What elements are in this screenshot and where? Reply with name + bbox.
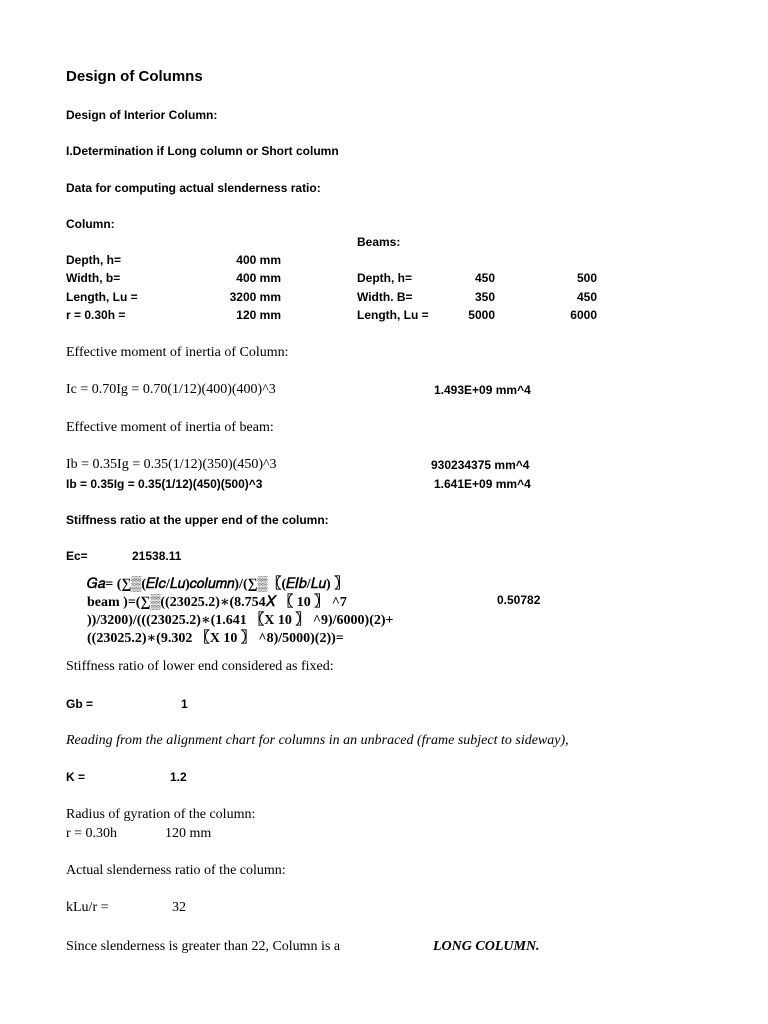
- column-r-label: r = 0.30h =: [66, 308, 126, 322]
- ga-formula-line-4: ((23025.2)∗(9.302 〖X 10 〗 ^8)/5000)(2))=: [87, 631, 344, 646]
- ga-formula-line-3: ))/3200)/(((23025.2)∗(1.641 〖X 10 〗 ^9)/6000)(2)+: [87, 613, 394, 628]
- page-title: Design of Columns: [66, 68, 203, 85]
- section-heading: I.Determination if Long column or Short column: [66, 144, 339, 158]
- beams-label: Beams:: [357, 235, 401, 249]
- beam-width-label: Width. B=: [357, 290, 413, 304]
- ic-heading: Effective moment of inertia of Column:: [66, 345, 289, 360]
- stiffness-lower-heading: Stiffness ratio of lower end considered as fixed:: [66, 659, 334, 674]
- column-width-value: 400 mm: [236, 271, 281, 285]
- k-label: K =: [66, 770, 86, 784]
- klu-value: 32: [172, 900, 186, 915]
- gb-value: 1: [181, 697, 188, 711]
- column-depth-value: 400 mm: [236, 253, 281, 267]
- reading-text: Reading from the alignment chart for columns in an unbraced (frame subject to sideway),: [66, 733, 569, 748]
- beam-length-value-2: 6000: [570, 308, 597, 322]
- column-r-value: 120 mm: [236, 308, 281, 322]
- ib-heading: Effective moment of inertia of beam:: [66, 420, 274, 435]
- beam-length-label: Length, Lu =: [357, 308, 429, 322]
- subtitle: Design of Interior Column:: [66, 108, 218, 122]
- ga-value: 0.50782: [497, 593, 541, 607]
- radius-heading: Radius of gyration of the column:: [66, 807, 256, 822]
- ib2-value: 1.641E+09 mm^4: [434, 477, 531, 491]
- ib2-formula: Ib = 0.35Ig = 0.35(1/12)(450)(500)^3: [66, 477, 263, 491]
- column-length-label: Length, Lu =: [66, 290, 138, 304]
- ib1-formula: Ib = 0.35Ig = 0.35(1/12)(350)(450)^3: [66, 457, 277, 472]
- ib1-value: 930234375 mm^4: [431, 458, 530, 472]
- beam-depth-value-2: 500: [576, 271, 597, 285]
- column-label: Column:: [66, 217, 115, 231]
- beam-depth-value-1: 450: [474, 271, 495, 285]
- beam-width-value-1: 350: [474, 290, 495, 304]
- beam-width-value-2: 450: [576, 290, 597, 304]
- column-width-label: Width, b=: [66, 271, 121, 285]
- actual-slenderness-heading: Actual slenderness ratio of the column:: [66, 863, 286, 878]
- ic-value: 1.493E+09 mm^4: [434, 383, 531, 397]
- beam-length-value-1: 5000: [468, 308, 495, 322]
- stiffness-upper-heading: Stiffness ratio at the upper end of the column:: [66, 513, 329, 527]
- column-length-value: 3200 mm: [229, 290, 281, 304]
- conclusion-text: Since slenderness is greater than 22, Column is a: [66, 939, 341, 954]
- ic-formula: Ic = 0.70Ig = 0.70(1/12)(400)(400)^3: [66, 382, 276, 397]
- ga-formula-line-2: beam )=(∑▒((23025.2)∗(8.754𝑋 〖 10 〗 ^7: [87, 595, 347, 610]
- klu-label: kLu/r =: [66, 900, 109, 915]
- ec-value: 21538.11: [132, 549, 182, 563]
- ga-formula-line-1: 𝐺𝑎= (∑▒(𝐸𝐼𝑐/𝐿𝑢)𝑐𝑜𝑙𝑢𝑚𝑛)/(∑▒〖(𝐸𝐼𝑏/𝐿𝑢) 〗: [87, 577, 349, 592]
- column-depth-label: Depth, h=: [66, 253, 122, 267]
- ec-label: Ec=: [66, 549, 88, 563]
- radius-label: r = 0.30h: [66, 826, 118, 841]
- data-heading: Data for computing actual slenderness ratio:: [66, 181, 321, 195]
- conclusion-result: LONG COLUMN.: [433, 939, 540, 954]
- k-value: 1.2: [170, 770, 187, 784]
- beam-depth-label: Depth, h=: [357, 271, 413, 285]
- gb-label: Gb =: [66, 697, 94, 711]
- radius-value: 120 mm: [165, 826, 212, 841]
